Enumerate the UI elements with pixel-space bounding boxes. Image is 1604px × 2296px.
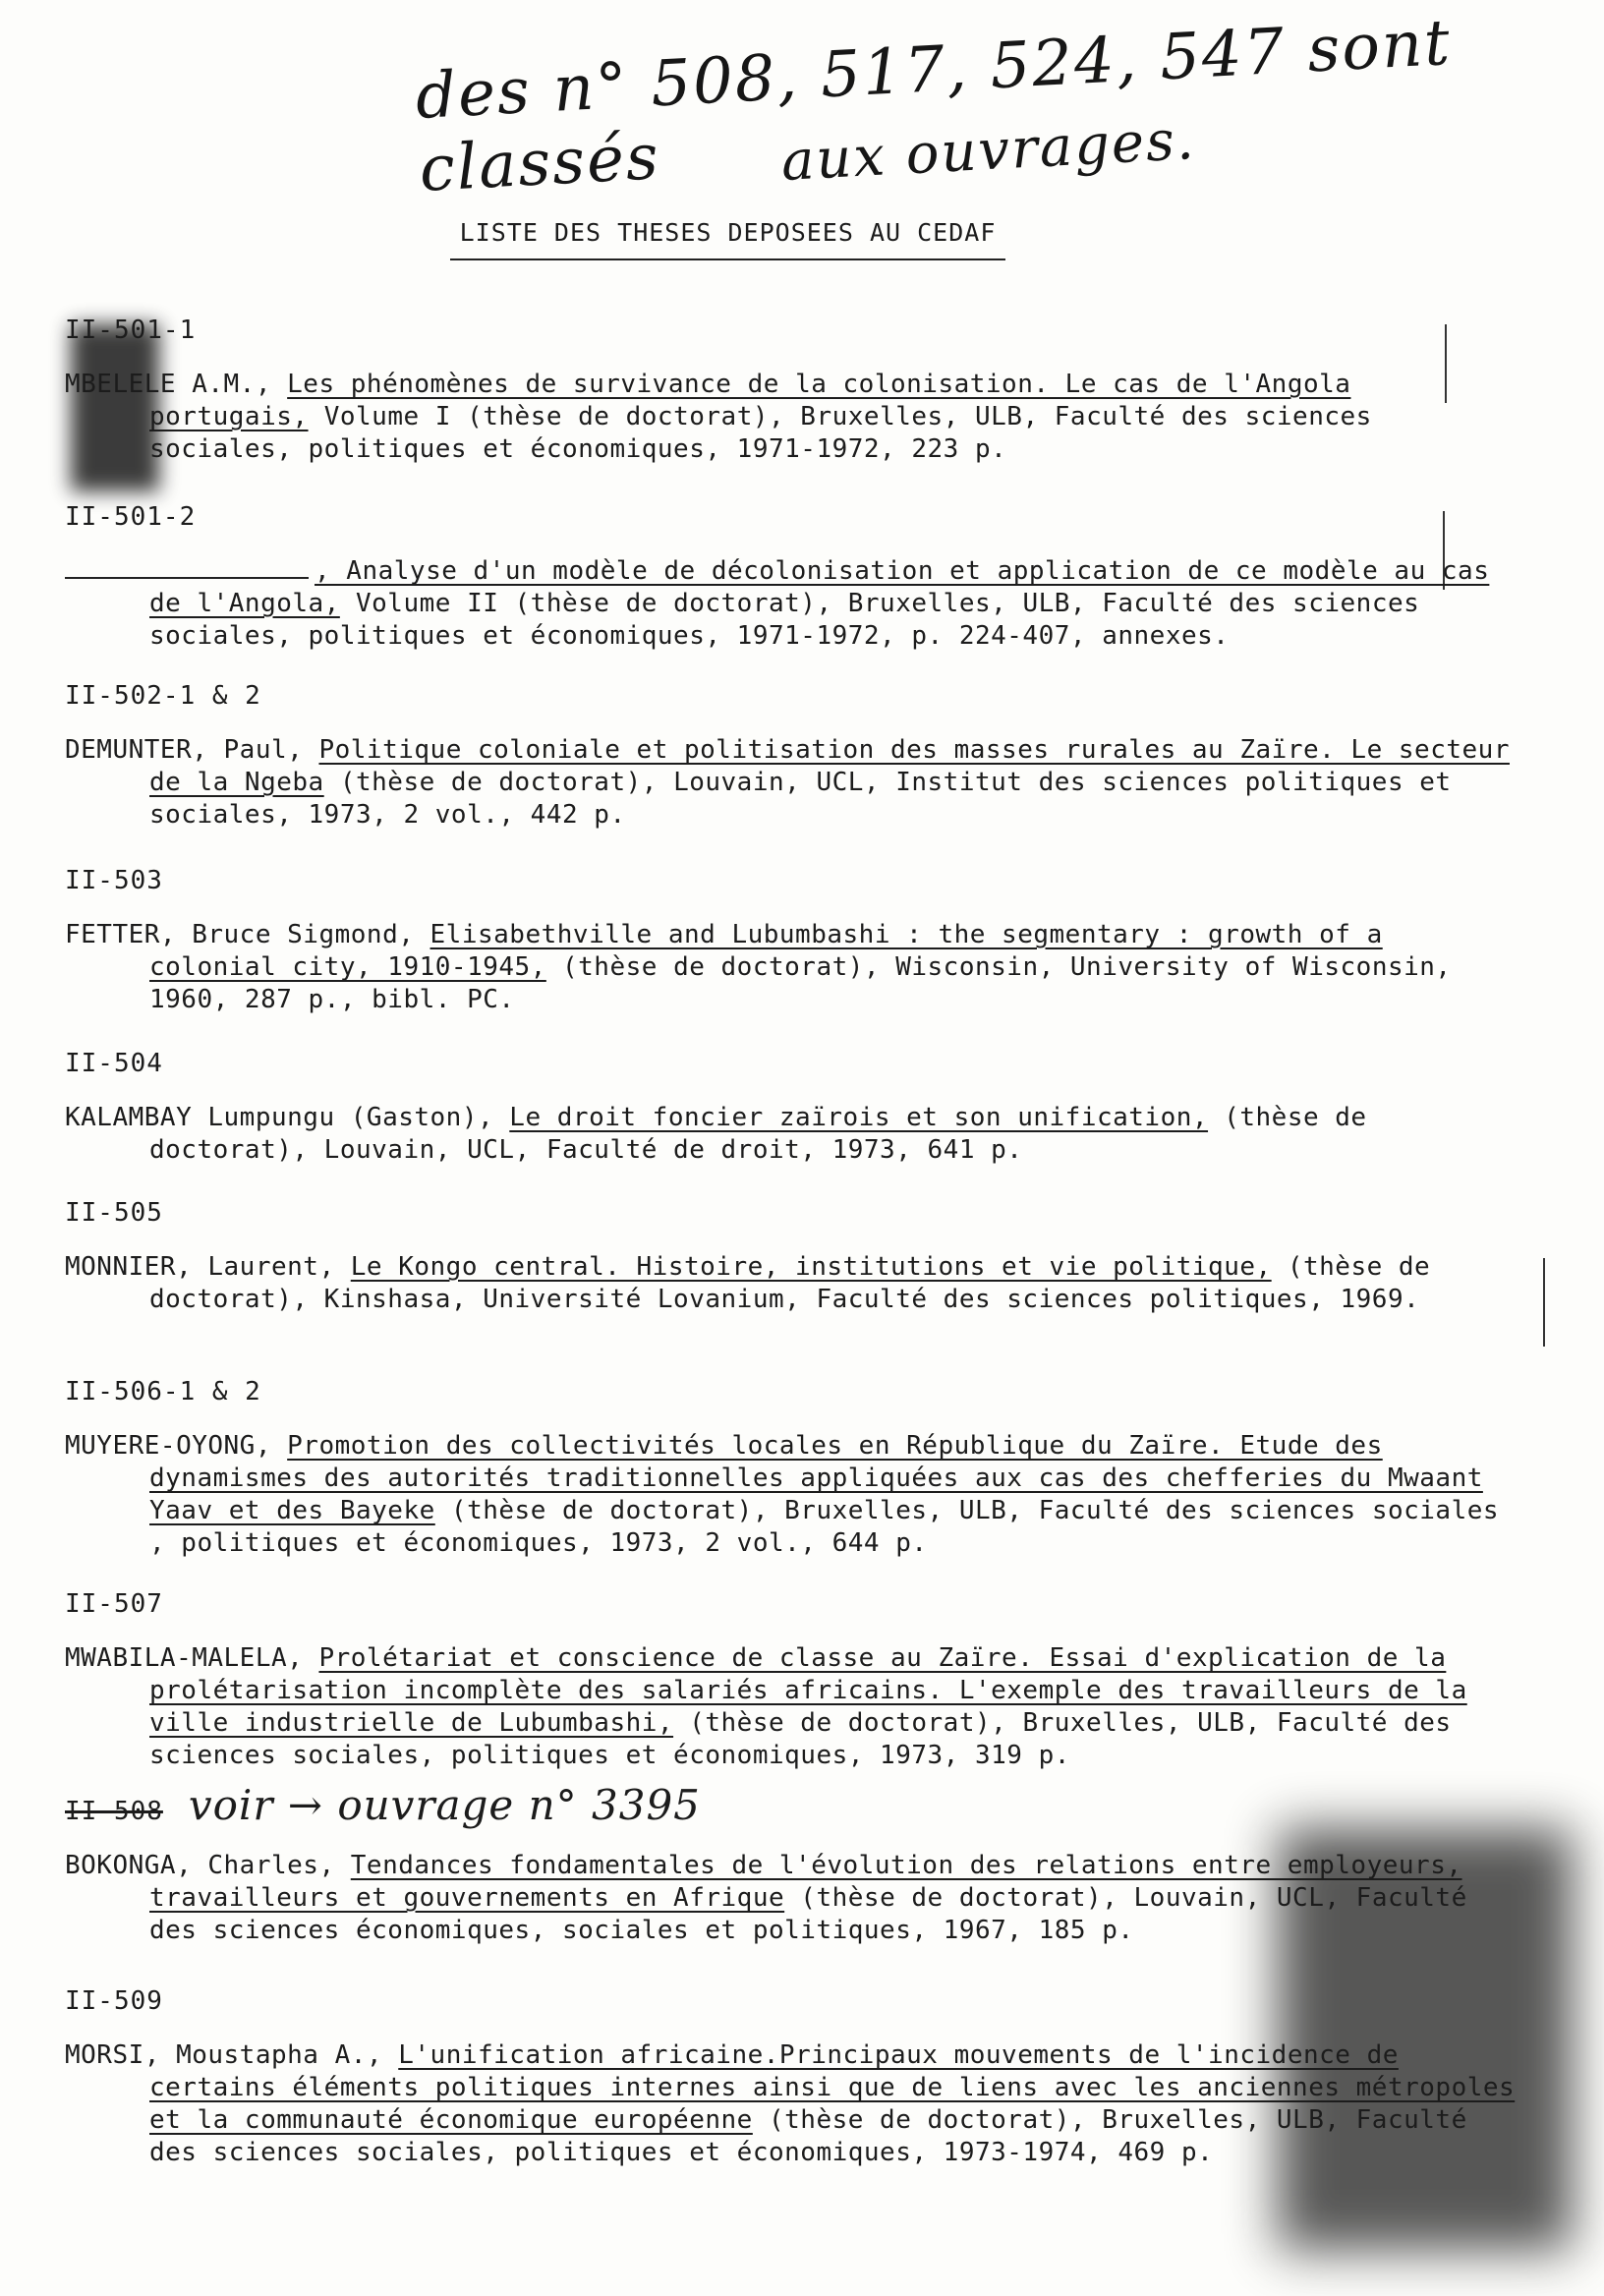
entry-details: (thèse de doctorat), Wisconsin, University of Wisconsin, 1960, 287 p., bibl. PC. <box>149 952 1452 1014</box>
entry-author: MBELELE A.M., <box>65 370 271 399</box>
entry-author: MORSI, Moustapha A., <box>65 2040 383 2070</box>
entry-code: II-501-2 <box>65 502 197 532</box>
entry-title: Elisabethville and Lubumbashi : the segmentary : growth of a colonial city, 1910-1945, <box>149 920 1383 982</box>
entry-reference <box>65 919 1519 1016</box>
entry-author: FETTER, Bruce Sigmond, <box>65 920 415 949</box>
handwritten-note-line-2: aux ouvrages. <box>779 107 1198 194</box>
entry-title: L'unification africaine.Principaux mouvements de l'incidence de certains éléments politiques internes ainsi que de liens avec les anciennes métropoles et la communauté économique européenne <box>149 2040 1516 2135</box>
entry-details: (thèse de doctorat), Louvain, UCL, Faculté de droit, 1973, 641 p. <box>149 1103 1367 1165</box>
entry-author: MWABILA-MALELA, <box>65 1643 304 1673</box>
author-ditto-line <box>65 577 309 579</box>
entry-reference <box>65 555 1519 653</box>
entry <box>65 1588 1519 1772</box>
entry-title: Promotion des collectivités locales en République du Zaïre. Etude des dynamismes des autorités traditionnelles appliquées aux cas des chefferies du Mwaant Yaav et des Bayeke <box>149 1431 1483 1525</box>
entry-reference <box>65 1642 1519 1772</box>
entry-code: II-501-1 <box>65 316 197 345</box>
entry-details: (thèse de doctorat), Kinshasa, Université Lovanium, Faculté des sciences politiques, 1969. <box>149 1252 1431 1314</box>
entry-title: Politique coloniale et politisation des masses rurales au Zaïre. Le secteur de la Ngeba <box>149 735 1510 797</box>
entry-code-row <box>65 1781 1519 1829</box>
entry-details: (thèse de doctorat), Louvain, UCL, Faculté des sciences économiques, sociales et politiques, 1967, 185 p. <box>149 1883 1467 1945</box>
entry-code: II-508 <box>65 1797 163 1826</box>
entry-details: Volume II (thèse de doctorat), Bruxelles, ULB, Faculté des sciences sociales, politiques et économiques, 1971-1972, p. 224-407, annexes. <box>149 589 1420 651</box>
page-title: LISTE DES THESES DEPOSEES AU CEDAF <box>450 218 1005 260</box>
entry <box>65 1197 1519 1316</box>
entry-details: (thèse de doctorat), Bruxelles, ULB, Faculté des sciences sociales , politiques et économiques, 1973, 2 vol., 644 p. <box>149 1496 1500 1558</box>
entry-details: (thèse de doctorat), Louvain, UCL, Institut des sciences politiques et sociales, 1973, 2 vol., 442 p. <box>149 768 1452 830</box>
entry-code: II-506-1 & 2 <box>65 1377 261 1406</box>
entry-title: , Analyse d'un modèle de décolonisation et application de ce modèle au cas de l'Angola, <box>149 556 1490 618</box>
entry-reference <box>65 1102 1519 1167</box>
margin-mark-3 <box>1543 1258 1545 1347</box>
entry-reference <box>65 2039 1519 2169</box>
entry <box>65 1985 1519 2169</box>
entry <box>65 1048 1519 1167</box>
entry <box>65 501 1519 653</box>
entry-reference <box>65 734 1519 832</box>
entry-code: II-509 <box>65 1986 163 2016</box>
entry-details: (thèse de doctorat), Bruxelles, ULB, Faculté des sciences sociales, politiques et économiques, 1973-1974, 469 p. <box>149 2105 1467 2167</box>
entry <box>65 865 1519 1016</box>
handwritten-note-line-1: des n° 508, 517, 524, 547 sont classés <box>414 6 1454 206</box>
entry-title: Les phénomènes de survivance de la colonisation. Le cas de l'Angola portugais, <box>149 370 1351 431</box>
entry-code: II-507 <box>65 1589 163 1619</box>
entry-code: II-502-1 & 2 <box>65 681 261 711</box>
entry-author: DEMUNTER, Paul, <box>65 735 304 765</box>
entry-details: Volume I (thèse de doctorat), Bruxelles, ULB, Faculté des sciences sociales, politiques et économiques, 1971-1972, 223 p. <box>149 402 1372 464</box>
entry-code: II-505 <box>65 1198 163 1228</box>
entry <box>65 1376 1519 1560</box>
entry-reference <box>65 1251 1519 1316</box>
entry-author: BOKONGA, Charles, <box>65 1851 335 1880</box>
entry-author: KALAMBAY Lumpungu (Gaston), <box>65 1103 494 1132</box>
entry-author: MUYERE-OYONG, <box>65 1431 271 1461</box>
handwritten-cross-reference: voir → ouvrage n° 3395 <box>188 1781 701 1829</box>
entry-code: II-504 <box>65 1049 163 1078</box>
entry-reference <box>65 1430 1519 1560</box>
entry-code: II-503 <box>65 866 163 895</box>
entry-reference <box>65 369 1519 466</box>
entry-title: Prolétariat et conscience de classe au Zaïre. Essai d'explication de la prolétarisation incomplète des salariés africains. L'exemple des travailleurs de la ville industrielle de Lubumbashi, <box>149 1643 1467 1738</box>
entry-details: (thèse de doctorat), Bruxelles, ULB, Faculté des sciences sociales, politiques et économiques, 1973, 319 p. <box>149 1708 1452 1770</box>
entry-title: Le Kongo central. Histoire, institutions et vie politique, <box>350 1252 1272 1282</box>
entry-reference <box>65 1850 1519 1947</box>
entry-title: Le droit foncier zaïrois et son unification, <box>509 1103 1209 1132</box>
entry-title: Tendances fondamentales de l'évolution des relations entre employeurs, travailleurs et gouvernements en Afrique <box>149 1851 1462 1913</box>
entry <box>65 680 1519 832</box>
entry <box>65 315 1519 466</box>
entry <box>65 1781 1519 1947</box>
entry-author: MONNIER, Laurent, <box>65 1252 335 1282</box>
